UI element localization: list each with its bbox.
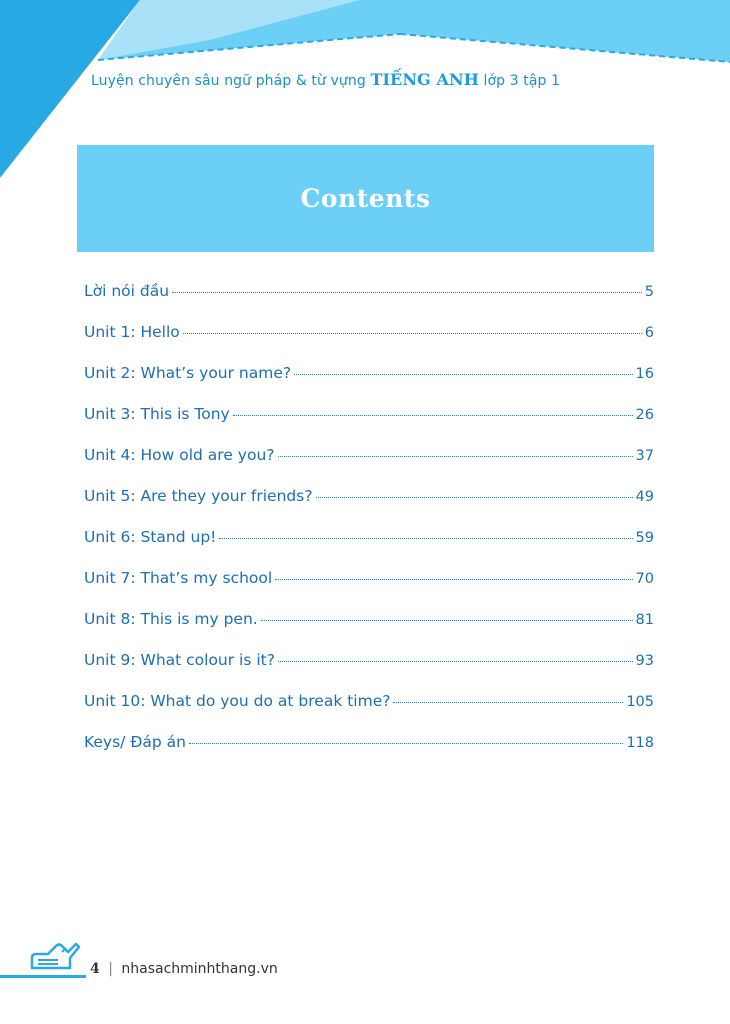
dot-leader <box>189 743 623 744</box>
toc-entry[interactable] <box>84 569 654 610</box>
dot-leader <box>183 333 642 334</box>
toc-entry-page: 6 <box>644 325 654 341</box>
dot-leader <box>278 661 633 662</box>
toc-entry[interactable] <box>84 733 654 774</box>
toc-entry-label: Unit 10: What do you do at break time? <box>84 692 391 710</box>
toc-entry-label: Unit 6: Stand up! <box>84 528 217 546</box>
toc-entry-page: 81 <box>635 612 654 628</box>
toc-entry-page: 93 <box>635 653 654 669</box>
page-title: Contents <box>300 184 431 213</box>
toc-entry-label: Keys/ Đáp án <box>84 733 186 751</box>
toc-entry-label: Unit 1: Hello <box>84 323 180 341</box>
dot-leader <box>316 497 633 498</box>
header-emphasis: TIẾNG ANH <box>370 70 479 89</box>
contents-title-box <box>77 145 654 252</box>
publisher-website: nhasachminhthang.vn <box>121 961 278 977</box>
dot-leader <box>275 579 632 580</box>
toc-entry[interactable] <box>84 692 654 733</box>
header-prefix: Luyện chuyên sâu ngữ pháp & từ vựng <box>91 73 366 89</box>
toc-entry-label: Unit 9: What colour is it? <box>84 651 275 669</box>
toc-entry-page: 70 <box>635 571 654 587</box>
dot-leader <box>393 702 623 703</box>
header-suffix: lớp 3 tập 1 <box>483 73 561 89</box>
toc-entry[interactable] <box>84 487 654 528</box>
toc-entry-page: 26 <box>635 407 654 423</box>
dot-leader <box>278 456 633 457</box>
toc-entry[interactable] <box>84 528 654 569</box>
toc-entry[interactable] <box>84 651 654 692</box>
toc-entry-label: Unit 8: This is my pen. <box>84 610 258 628</box>
page-number: 4 <box>90 961 100 977</box>
toc-entry-page: 49 <box>635 489 654 505</box>
toc-entry-page: 16 <box>635 366 654 382</box>
table-of-contents <box>84 282 654 774</box>
footer-separator: | <box>108 961 113 977</box>
toc-entry-page: 5 <box>644 284 654 300</box>
page-footer <box>90 961 278 977</box>
dot-leader <box>219 538 632 539</box>
toc-entry-page: 37 <box>635 448 654 464</box>
toc-entry[interactable] <box>84 364 654 405</box>
toc-entry-label: Unit 4: How old are you? <box>84 446 275 464</box>
toc-entry-label: Unit 3: This is Tony <box>84 405 230 423</box>
dot-leader <box>233 415 633 416</box>
dot-leader <box>294 374 632 375</box>
running-header <box>91 70 560 89</box>
dot-leader <box>261 620 633 621</box>
toc-entry[interactable] <box>84 446 654 487</box>
toc-entry[interactable] <box>84 610 654 651</box>
footer-accent-bar <box>0 975 86 978</box>
toc-entry[interactable] <box>84 405 654 446</box>
toc-entry-label: Unit 2: What’s your name? <box>84 364 292 382</box>
toc-entry-label: Unit 7: That’s my school <box>84 569 273 587</box>
toc-entry-page: 105 <box>626 694 654 710</box>
dot-leader <box>172 292 642 293</box>
toc-entry-page: 59 <box>635 530 654 546</box>
toc-entry-label: Unit 5: Are they your friends? <box>84 487 313 505</box>
pencil-hand-icon <box>28 938 80 974</box>
toc-entry[interactable] <box>84 323 654 364</box>
toc-entry-page: 118 <box>626 735 654 751</box>
toc-entry-label: Lời nói đầu <box>84 282 170 300</box>
toc-entry[interactable] <box>84 282 654 323</box>
